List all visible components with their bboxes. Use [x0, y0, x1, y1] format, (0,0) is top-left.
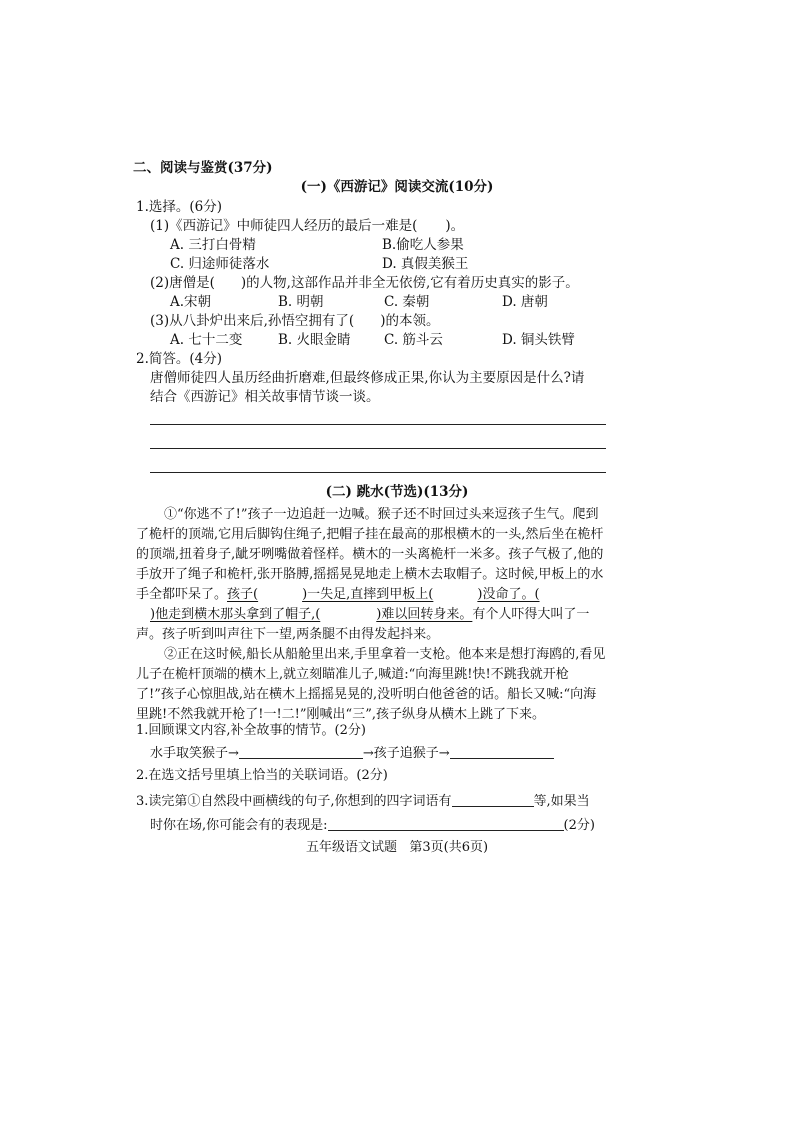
q1-sub1-option-a[interactable]: A. 三打白骨精: [170, 237, 256, 253]
reaction-answer-blank[interactable]: [328, 818, 564, 831]
part2-q3-line1: [136, 794, 590, 808]
q1-sub1-pre: (1)《西游记》中师徒四人经历的最后一难是(: [150, 218, 418, 234]
page-footer: 五年级语文试题 第3页(共6页): [305, 840, 489, 855]
q3-line1-post: 等,如果当: [533, 794, 590, 809]
answer-line-1[interactable]: [150, 424, 606, 425]
q1-sub3-option-d[interactable]: D. 铜头铁臂: [502, 332, 575, 348]
part2-q2-stem: 2.在选文括号里填上恰当的关联词语。(2分): [136, 768, 388, 783]
passage-p1-line1-text: ①“你逃不了!”孩子一边追赶一边喊。猴子还不时回过头来逗孩子生气。爬到: [164, 507, 599, 522]
passage-p2-line2: 儿子在桅杆顶端的横木上,就立刻瞄准儿子,喊道:“向海里跳!快!不跳我就开枪: [136, 667, 569, 682]
part1-q2-prompt-line1: 唐僧师徒四人虽历经曲折磨难,但最终修成正果,你认为主要原因是什么?请: [150, 370, 585, 386]
underline-seg-4: )他走到横木那头拿到了帽子,(: [150, 607, 321, 622]
passage-p1-line3: 的顶端,扭着身子,龇牙咧嘴做着怪样。横木的一头离桅杆一米多。孩子气极了,他的: [136, 547, 604, 562]
q1-sub1-option-c[interactable]: C. 归途师徒落水: [170, 256, 270, 272]
answer-line-3[interactable]: [150, 472, 606, 473]
q1-sub2-option-a[interactable]: A.宋朝: [170, 294, 212, 310]
passage-p1-line5: [136, 588, 560, 601]
q3-line1-pre: 3.读完第①自然段中画横线的句子,你想到的四字词语有: [136, 794, 452, 809]
part2-q3-line2: [150, 818, 595, 832]
passage-p1-line7: 声。孩子听到叫声往下一望,两条腿不由得发起抖来。: [136, 627, 440, 642]
q1-sub2-option-b[interactable]: B. 明朝: [278, 294, 324, 310]
passage-p1-line6-tail: 有个人吓得大叫了一: [472, 607, 590, 622]
underline-seg-3: )没命了。(: [477, 587, 540, 602]
q1-sub2-stem: [150, 277, 579, 291]
underline-seg-2: )一失足,直摔到甲板上(: [302, 587, 434, 602]
passage-p1-line6: [136, 608, 589, 621]
passage-p1-line4: 手放开了绳子和桅杆,张开胳膊,摇摇晃晃地走上横木去取帽子。这时候,甲板上的水: [136, 567, 604, 582]
sequence-step-1: 水手取笑猴子→: [150, 746, 239, 761]
q1-sub2-pre: (2)唐僧是(: [150, 275, 215, 291]
passage-p2-line1-text: ②正在这时候,船长从船舱里出来,手里拿着一支枪。他本来是想打海鸥的,看见: [164, 647, 606, 662]
q1-sub3-post: )的本领。: [380, 313, 440, 329]
q1-sub2-post: )的人物,这部作品并非全无依傍,它有着历史真实的影子。: [240, 275, 579, 291]
part2-q1-sequence: [150, 746, 554, 760]
underlined-sentence-part2: [136, 607, 472, 622]
part1-q2-prompt-line2: 结合《西游记》相关故事情节谈一谈。: [150, 389, 380, 405]
q3-line2-pre: 时你在场,你可能会有的表现是:: [150, 818, 328, 833]
sequence-blank-1[interactable]: [239, 746, 363, 759]
part1-q2-stem: 2.简答。(4分): [136, 351, 223, 367]
idiom-answer-blank[interactable]: [452, 794, 534, 807]
q1-sub1-post: )。: [445, 218, 465, 234]
q3-line2-post: (2分): [563, 818, 595, 833]
passage-p2-line1: [136, 648, 605, 661]
q1-sub3-option-a[interactable]: A. 七十二变: [170, 332, 243, 348]
q1-sub3-pre: (3)从八卦炉出来后,孙悟空拥有了(: [150, 313, 355, 329]
passage-p1-line1: [136, 508, 599, 521]
sequence-blank-2[interactable]: [450, 746, 554, 759]
passage-p2-line3: 了!”孩子心惊胆战,站在横木上摇摇晃晃的,没听明白他爸爸的话。船长又喊:“向海: [136, 687, 597, 702]
q1-sub3-option-b[interactable]: B. 火眼金睛: [278, 332, 351, 348]
part2-title: (二) 跳水(节选)(13分): [325, 484, 469, 500]
answer-line-2[interactable]: [150, 448, 606, 449]
passage-p1-line2: 了桅杆的顶端,它用后脚钩住绳子,把帽子挂在最高的那根横木的一头,然后坐在桅杆: [136, 527, 604, 542]
underlined-sentence-part1: [227, 587, 560, 602]
section-title: 二、阅读与鉴赏(37分): [133, 160, 273, 176]
q1-sub3-stem: [150, 315, 439, 329]
q1-sub3-option-c[interactable]: C. 筋斗云: [384, 332, 443, 348]
passage-p2-line4: 里跳!不然我就开枪了!一!二!”刚喊出“三”,孩子纵身从横木上跳了下来。: [136, 707, 545, 722]
part1-q1-stem: 1.选择。(6分): [136, 199, 223, 215]
q1-sub1-stem: [150, 220, 464, 234]
part2-q1-stem: 1.回顾课文内容,补全故事的情节。(2分): [136, 723, 366, 738]
underline-seg-5: )难以回转身来。: [376, 607, 473, 622]
part1-title: (一)《西游记》阅读交流(10分): [300, 179, 494, 195]
q1-sub1-option-d[interactable]: D. 真假美猴王: [382, 256, 469, 272]
q1-sub2-option-c[interactable]: C. 秦朝: [384, 294, 430, 310]
passage-p1-line5-text: 手全都吓呆了。: [136, 587, 228, 602]
underline-seg-1: 孩子(: [227, 587, 259, 602]
q1-sub1-option-b[interactable]: B.偷吃人参果: [382, 237, 464, 253]
sequence-step-2: →孩子追猴子→: [362, 746, 450, 761]
q1-sub2-option-d[interactable]: D. 唐朝: [502, 294, 548, 310]
